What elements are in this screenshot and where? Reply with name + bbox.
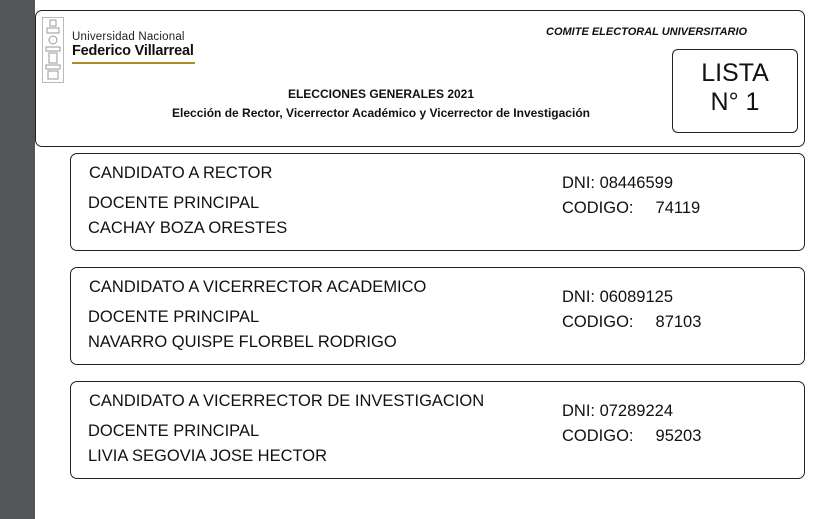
codigo-value: 74119: [655, 199, 701, 217]
candidate-card: [70, 381, 805, 479]
candidate-name: CACHAY BOZA ORESTES: [88, 219, 288, 237]
university-logo: [42, 17, 197, 85]
codigo-label: CODIGO:: [562, 427, 634, 445]
committee-label: COMITE ELECTORAL UNIVERSITARIO: [546, 26, 748, 38]
candidate-codigo: [562, 427, 701, 446]
codigo-value: 87103: [655, 313, 702, 331]
lista-number: N° 1: [710, 88, 760, 116]
candidate-dni: DNI: 06089125: [562, 288, 673, 306]
logo-university-line: Universidad Nacional: [72, 31, 185, 43]
candidate-position: CANDIDATO A RECTOR: [89, 164, 273, 182]
codigo-label: CODIGO:: [562, 313, 634, 331]
candidate-rank: DOCENTE PRINCIPAL: [88, 194, 260, 212]
ballot-header: [35, 10, 805, 147]
candidate-rank: DOCENTE PRINCIPAL: [88, 422, 260, 440]
candidate-position: CANDIDATO A VICERRECTOR DE INVESTIGACION: [89, 392, 485, 410]
candidate-name: NAVARRO QUISPE FLORBEL RODRIGO: [88, 333, 397, 351]
candidate-card: [70, 153, 805, 251]
logo-underline: [72, 62, 195, 64]
university-emblem-icon: [42, 17, 64, 83]
candidate-card: [70, 267, 805, 365]
candidate-name: LIVIA SEGOVIA JOSE HECTOR: [88, 447, 328, 465]
candidate-codigo: [562, 199, 700, 218]
candidate-codigo: [562, 313, 701, 332]
candidate-dni: DNI: 07289224: [562, 402, 673, 420]
candidate-position: CANDIDATO A VICERRECTOR ACADEMICO: [89, 278, 427, 296]
lista-label: LISTA: [701, 59, 769, 87]
election-title: ELECCIONES GENERALES 2021: [287, 87, 475, 101]
logo-name-line: Federico Villarreal: [72, 43, 194, 59]
election-subtitle: Elección de Rector, Vicerrector Académico y Vicerrector de Investigación: [172, 106, 590, 120]
codigo-label: CODIGO:: [562, 199, 634, 217]
codigo-value: 95203: [655, 427, 702, 445]
candidate-rank: DOCENTE PRINCIPAL: [88, 308, 260, 326]
candidate-dni: DNI: 08446599: [562, 174, 673, 192]
